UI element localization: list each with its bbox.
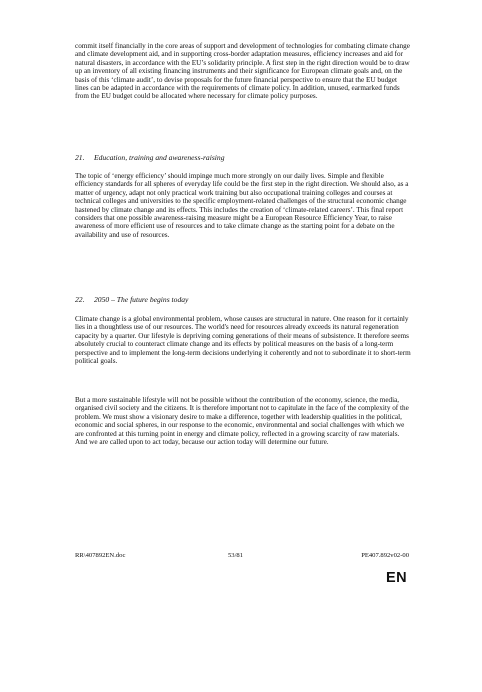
heading-education-training: [75, 153, 225, 162]
heading-2050-future: [75, 295, 188, 304]
page-footer: [75, 551, 409, 561]
heading-number: 21.: [75, 153, 85, 162]
paragraph-energy-efficiency: The topic of ‘energy efficiency’ should impinge much more strongly on our daily lives. Simple and flexible efficiency standards for all spheres of everyday life could be the first step in the right direction. We should also, as a matter of urgency, adapt not only practical work training but also occupational training colleges and courses at technical colleges and universities to the specific employment-related challenges of the structural economic change hastened by climate change and its effects. This includes the creation of ‘climate-related careers’. This final report considers that one possible awareness-raising measure might be a European Resource Efficiency Year, to raise awareness of more efficient use of resources and to take climate change as the starting point for a debate on the availability and use of resources.: [75, 172, 409, 239]
heading-number: 22.: [75, 295, 85, 304]
heading-title: 2050 – The future begins today: [94, 295, 189, 304]
heading-title: Education, training and awareness-raising: [94, 153, 225, 162]
paragraph-climate-financing: commit itself financially in the core areas of support and development of technologies for combating climate change and climate development aid, and in supporting cross-border adaptation measures, efficiency increases and aid for natural disasters, in accordance with the EU’s solidarity principle. A first step in the right direction would be to draw up an inventory of all existing financing instruments and their significance for European climate goals and, on the basis of this ‘climate audit’, to devise proposals for the future financial perspective to ensure that the EU budget lines can be adapted in accordance with the requirements of climate policy. In addition, unused, earmarked funds from the EU budget could be allocated where necessary for climate policy purposes.: [75, 42, 410, 101]
footer-pe-ref: PE407.892v02-00: [361, 552, 409, 559]
paragraph-sustainable-lifestyle: But a more sustainable lifestyle will not be possible without the contribution of the economy, science, the media, organised civil society and the citizens. It is therefore important not to capitulate in the face of the complexity of the problem. We must show a visionary desire to make a difference, together with leadership qualities in the political, economic and social spheres, in our response to the economic, environmental and social challenges with which we are confronted at this turning point in energy and climate policy, reflected in a growing scarcity of raw materials. And we are called upon to act today, because our action today will determine our future.: [75, 396, 409, 447]
paragraph-global-problem: Climate change is a global environmental problem, whose causes are structural in nature. One reason for it certainly lies in a thoughtless use of our resources. The world's need for resources already exceeds its natural regeneration capacity by a quarter. Our lifestyle is depriving coming generations of their means of subsistence. It therefore seems absolutely crucial to counteract climate change and its effects by political measures on the basis of a long-term perspective and to implement the long-term decisions underlying it coherently and not to subordinate it to short-term political goals.: [75, 315, 411, 366]
language-code: EN: [386, 570, 408, 586]
footer-page-number: 53/81: [228, 552, 244, 559]
footer-doc-ref: RR\407892EN.doc: [75, 552, 126, 559]
